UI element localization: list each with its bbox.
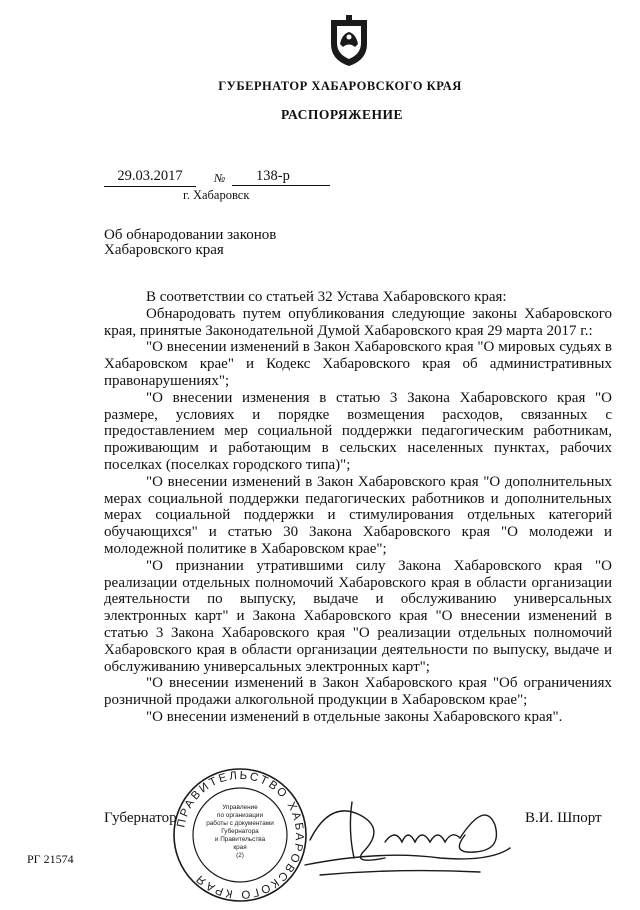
- document-city: г. Хабаровск: [183, 188, 250, 202]
- body-paragraph: "О внесении изменений в Закон Хабаровского края "Об ограничениях розничной продажи алкогольной продукции в Хабаровском крае";: [104, 675, 612, 709]
- document-body: [104, 289, 612, 726]
- signer-name: В.И. Шпорт: [525, 810, 602, 826]
- stamp-line: (2): [236, 852, 244, 859]
- body-paragraph: "О признании утратившими силу Закона Хабаровского края "О реализации отдельных полномочий Хабаровского края в области организации деятельности по выпуску, выдаче и обслуживанию универсальных электронных карт" и Закона Хабаровского края "О внесении изменений в статью 3 Закона Хабаровского края "О реализации отдельных полномочий Хабаровского края в области организации деятельности по выпуску, выдаче и обслуживанию универсальных электронных карт";: [104, 557, 612, 675]
- body-paragraph: "О внесении изменений в Закон Хабаровского края "О мировых судьях в Хабаровском крае" и Кодекс Хабаровского края об административных правонарушениях";: [104, 339, 612, 389]
- body-paragraph: Обнародовать путем опубликования следующие законы Хабаровского края, принятые Законодательной Думой Хабаровского края 29 марта 2017 г.:: [104, 305, 612, 339]
- document-subject: [104, 228, 276, 258]
- handwritten-signature: [290, 780, 520, 890]
- document-type: РАСПОРЯЖЕНИЕ: [280, 107, 404, 122]
- document-number: 138-р: [232, 168, 330, 186]
- number-sign: №: [214, 171, 226, 185]
- stamp-line: Управление: [222, 804, 258, 811]
- coat-of-arms-icon: [327, 14, 371, 68]
- subject-line: Хабаровского края: [104, 242, 224, 258]
- subject-line: Об обнародовании законов: [104, 227, 277, 243]
- stamp-ring-text: ПРАВИТЕЛЬСТВО ХАБАРОВСКОГО КРАЯ: [175, 769, 306, 901]
- official-stamp: [170, 765, 310, 905]
- registration-code: РГ 21574: [27, 852, 74, 866]
- stamp-line: Губернатора: [221, 828, 259, 835]
- body-paragraph: "О внесении изменений в Закон Хабаровского края "О дополнительных мерах социальной поддержки педагогических работников и дополнительных мерах социальной поддержки и стимулирования отдельных категорий обучающихся" и статью 30 Закона Хабаровского края "О молодежи и молодежной политике в Хабаровском крае";: [104, 473, 612, 557]
- body-paragraph: "О внесении изменений в отдельные законы Хабаровского края".: [146, 708, 563, 725]
- document-date: 29.03.2017: [104, 168, 196, 187]
- body-paragraph: В соответствии со статьей 32 Устава Хабаровского края:: [146, 289, 507, 305]
- stamp-line: работы с документами: [206, 820, 274, 827]
- body-paragraph: "О внесении изменения в статью 3 Закона Хабаровского края "О размере, условиях и порядке возмещения расходов, связанных с предоставлением мер социальной поддержки педагогическим работникам, проживающим и работающим в сельских населенных пунктах, рабочих поселках (поселках городского типа)";: [104, 389, 612, 473]
- stamp-line: по организации: [216, 812, 264, 819]
- stamp-line: края: [233, 844, 247, 851]
- signer-position: Губернатор: [104, 810, 177, 826]
- issuer-title: ГУБЕРНАТОР ХАБАРОВСКОГО КРАЯ: [218, 79, 462, 93]
- stamp-line: и Правительства: [214, 836, 266, 843]
